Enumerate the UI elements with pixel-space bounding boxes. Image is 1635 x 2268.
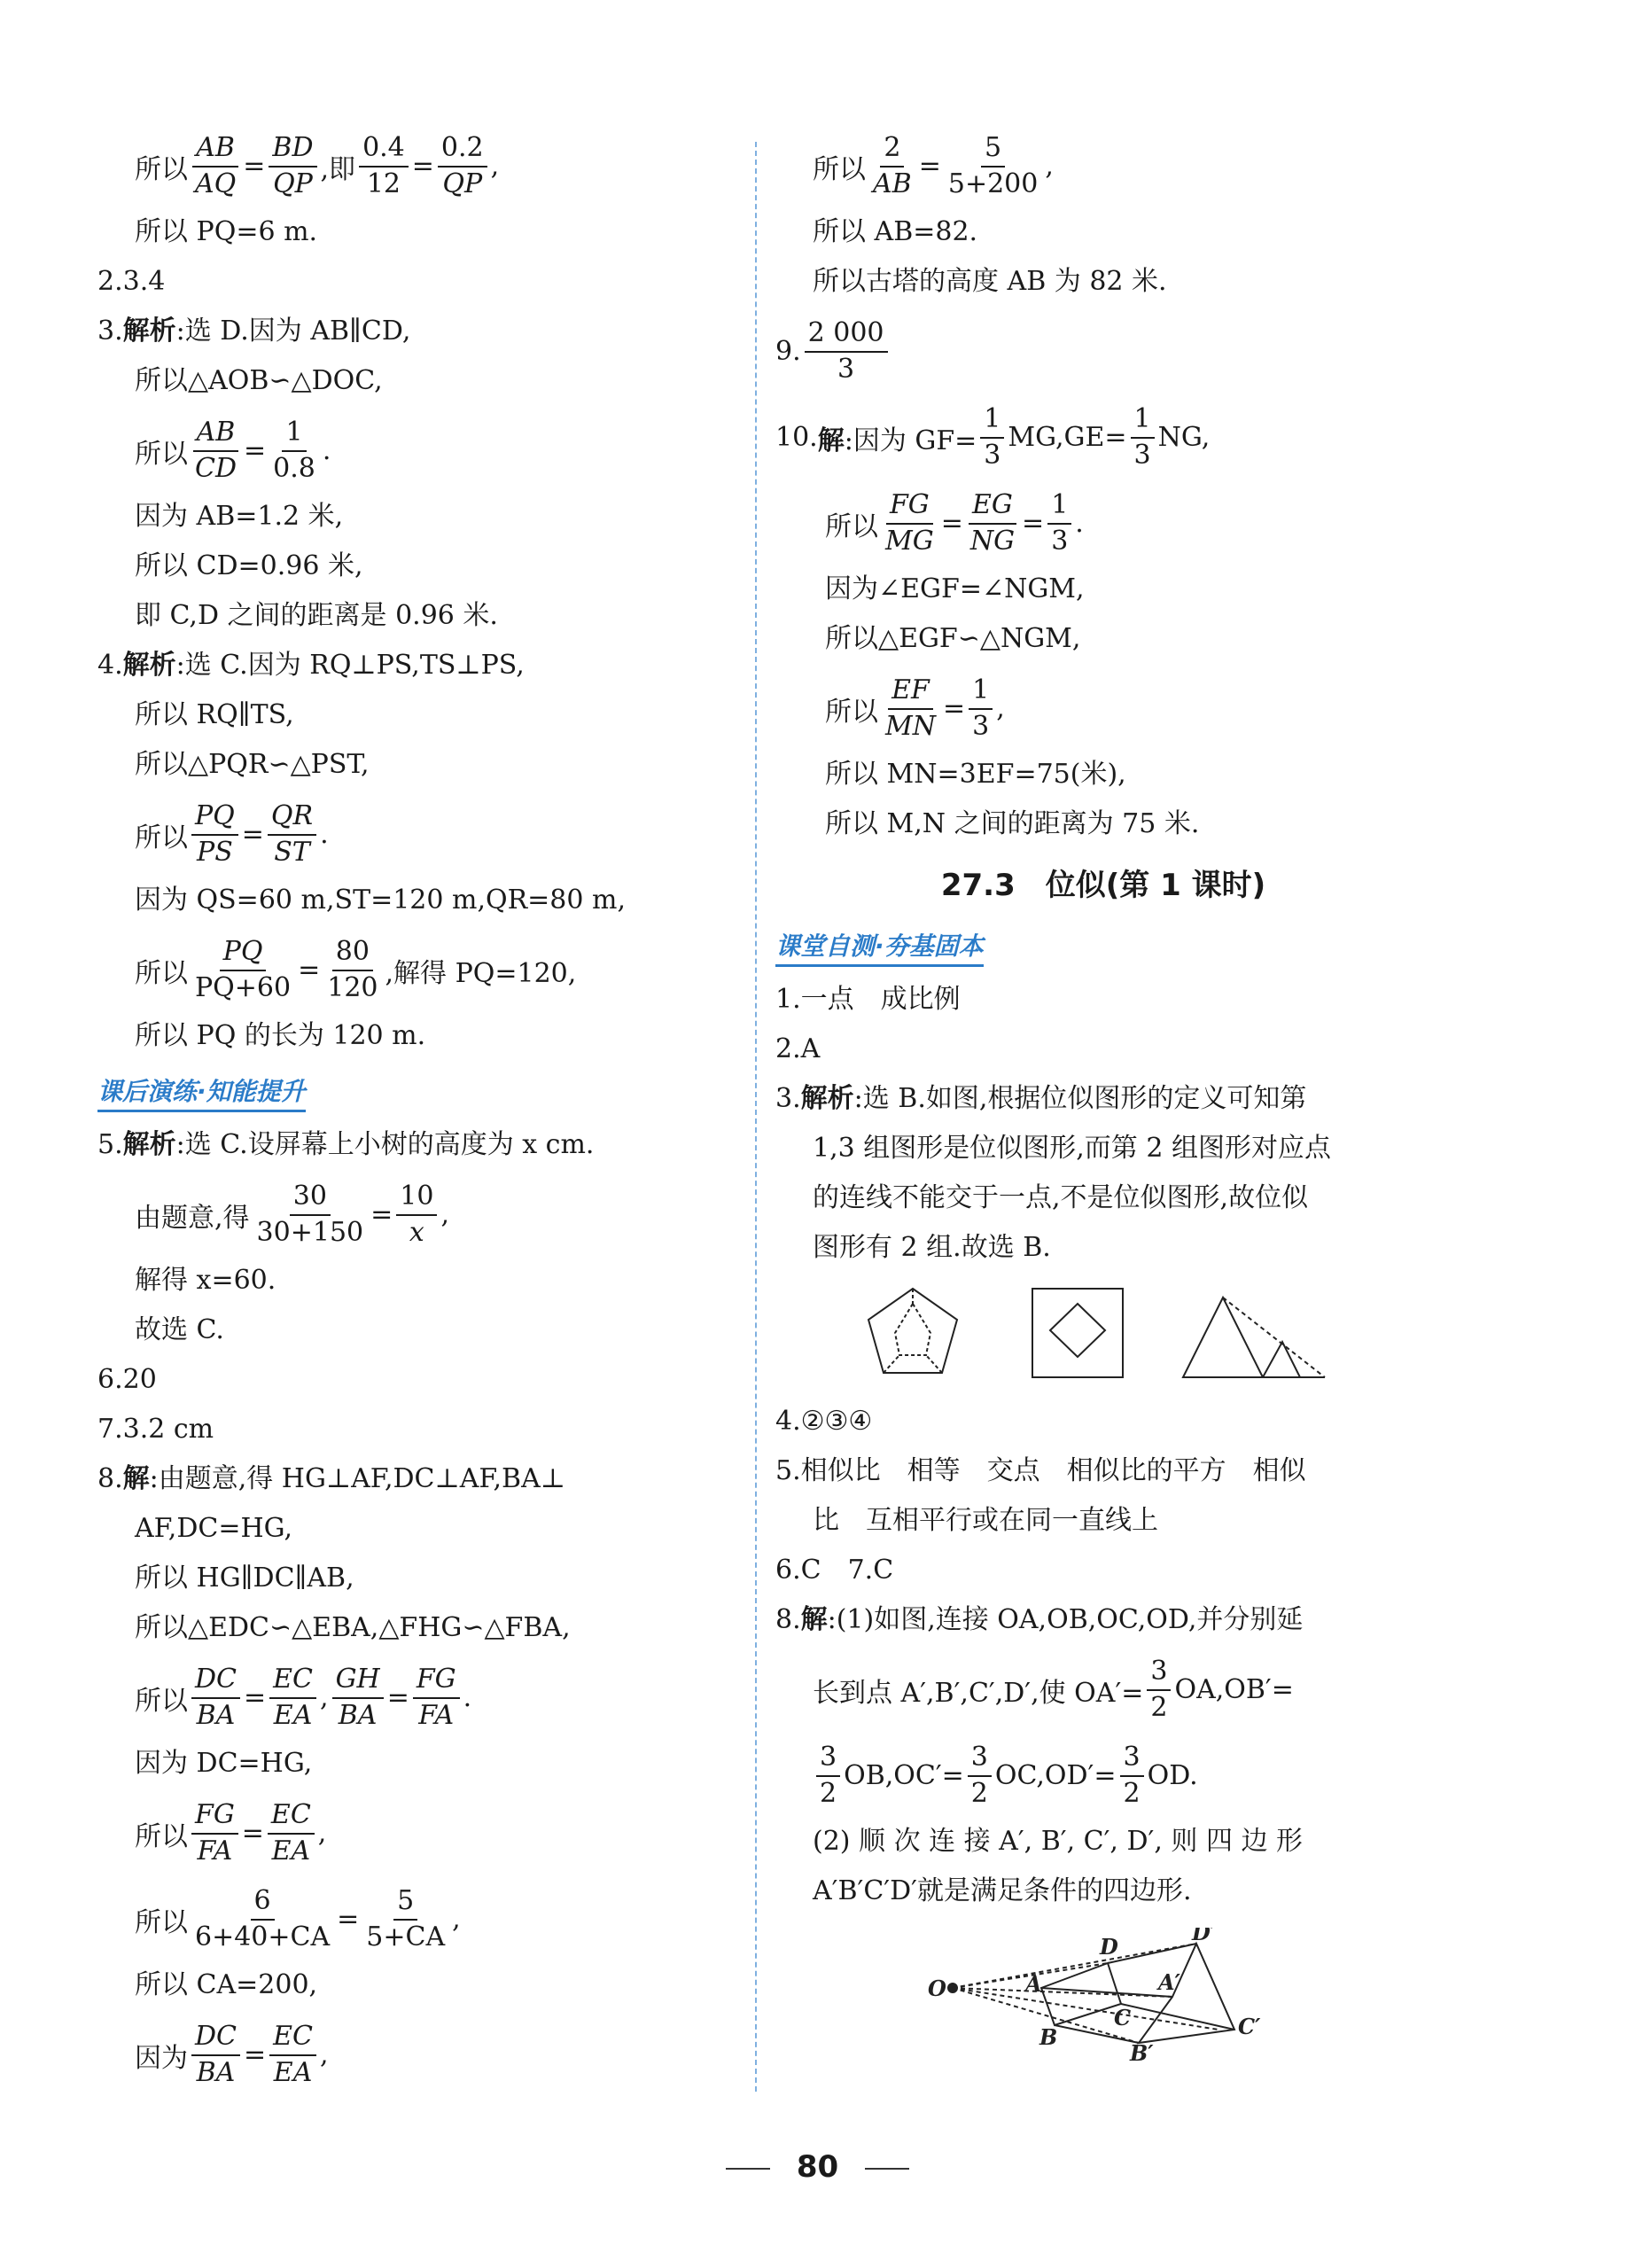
numerator: 0.4 bbox=[359, 133, 409, 168]
eq-line: 由题意,得 $\frac{30}{30+150}$ = $\frac{10}{x}$ , bbox=[135, 1181, 449, 1248]
text: = bbox=[243, 151, 266, 182]
fraction: $\frac{3}{2}$ bbox=[816, 1742, 840, 1809]
fraction: $\frac{EF}{MN}$ bbox=[885, 674, 936, 742]
text-line: A′B′C′D′就是满足条件的四边形. bbox=[813, 1875, 1192, 1906]
text-line: 的连线不能交于一点,不是位似图形,故位似 bbox=[813, 1182, 1309, 1213]
label-A: A bbox=[1025, 1971, 1042, 1997]
text-line: 因为∠EGF=∠NGM, bbox=[825, 573, 1085, 604]
fraction: $\frac{2 000}{3}$ bbox=[805, 318, 888, 385]
fraction: $\frac{PQ}{PS}$ bbox=[191, 801, 238, 868]
text-line: 因为 DC=HG, bbox=[135, 1748, 313, 1779]
eq-line: 所以 $\frac{PQ}{PS}$ = $\frac{QR}{ST}$ . bbox=[135, 800, 329, 868]
triangle-small bbox=[1263, 1342, 1300, 1377]
answer-line: 6.20 bbox=[97, 1364, 157, 1395]
denominator: QP bbox=[273, 168, 313, 199]
answer-line: 3.解析:选 D.因为 AB∥CD, bbox=[97, 316, 411, 347]
answer-line: 4.②③④ bbox=[775, 1406, 873, 1437]
text-line: 解得 x=60. bbox=[135, 1265, 276, 1296]
answer-line: 4.解析:选 C.因为 RQ⊥PS,TS⊥PS, bbox=[97, 650, 525, 681]
fraction: $\frac{EC}{EA}$ bbox=[268, 1800, 315, 1867]
answer-line: 8.解:由题意,得 HG⊥AF,DC⊥AF,BA⊥ bbox=[97, 1463, 565, 1494]
label-B-prime: B′ bbox=[1130, 2040, 1154, 2061]
text-line: 所以 CD=0.96 米, bbox=[135, 550, 363, 581]
text-line: 故选 C. bbox=[135, 1314, 224, 1345]
fraction: $\frac{1}{0.8}$ bbox=[273, 417, 315, 484]
square-inner bbox=[1050, 1304, 1105, 1357]
eq-line: 所以 $\frac{EF}{MN}$ = $\frac{1}{3}$ , bbox=[825, 674, 1005, 742]
label-jiexi: 解析 bbox=[122, 316, 176, 347]
label-D-prime: D′ bbox=[1192, 1928, 1217, 1945]
answer-line: 5.解析:选 C.设屏幕上小树的高度为 x cm. bbox=[97, 1129, 595, 1160]
eq-line: $\frac{3}{2}$ OB,OC′= $\frac{3}{2}$ OC,OD′= $\frac{3}{2}$ OD. bbox=[775, 1742, 1431, 1809]
eq-line: 所以 $\frac{AB}{CD}$ = $\frac{1}{0.8}$ . bbox=[135, 417, 331, 484]
text-line: 所以 PQ 的长为 120 m. bbox=[135, 1020, 426, 1051]
text-line: 所以 PQ=6 m. bbox=[135, 216, 318, 247]
text-line: 所以△EGF∽△NGM, bbox=[825, 623, 1081, 654]
text-line: 因为 QS=60 m,ST=120 m,QR=80 m, bbox=[135, 885, 627, 916]
pentagon-inner bbox=[895, 1304, 930, 1355]
text-line: 图形有 2 组.故选 B. bbox=[813, 1232, 1051, 1263]
label-jiexi: 解析 bbox=[122, 650, 176, 681]
eq-line: 所以 $\frac{FG}{MG}$ = $\frac{EG}{NG}$ = $\frac{1}{3}$ . bbox=[825, 489, 1084, 557]
answer-line: 6.C 7.C bbox=[775, 1555, 894, 1586]
section-banner: 课后演练·知能提升 bbox=[97, 1072, 306, 1112]
denominator: 12 bbox=[366, 168, 401, 199]
fraction: $\frac{AB}{CD}$ bbox=[191, 417, 240, 484]
section-title: 27.3 位似(第 1 课时) bbox=[940, 868, 1266, 903]
label-jie: 解 bbox=[122, 1463, 150, 1494]
text-line: 所以 CA=200, bbox=[135, 1969, 318, 2000]
label-jie: 解 bbox=[817, 425, 845, 456]
fraction: $\frac{GH}{BA}$ bbox=[332, 1664, 384, 1731]
answer-line: 7.3.2 cm bbox=[97, 1414, 214, 1445]
answer-line: 1.一点 成比例 bbox=[775, 984, 961, 1015]
fraction bbox=[438, 133, 487, 199]
eq-line: 所以 $\frac{DC}{BA}$ = $\frac{EC}{EA}$ , $\frac{GH}{BA}$ = $\frac{FG}{FA}$ . bbox=[135, 1664, 472, 1731]
eq-line: 所以 $\frac{FG}{FA}$ = $\frac{EC}{EA}$ , bbox=[135, 1799, 327, 1867]
text-line: AF,DC=HG, bbox=[135, 1513, 293, 1544]
answer-line: 3.解析:选 B.如图,根据位似图形的定义可知第 bbox=[775, 1083, 1307, 1114]
answer-line: 8.解:(1)如图,连接 OA,OB,OC,OD,并分别延 bbox=[775, 1604, 1304, 1635]
text-line: 所以△AOB∽△DOC, bbox=[135, 365, 383, 396]
eq-line: 长到点 A′,B′,C′,D′,使 OA′= $\frac{3}{2}$ OA,OB′= bbox=[813, 1656, 1294, 1723]
fraction: $\frac{2}{AB}$ bbox=[873, 132, 912, 199]
eq-line: 因为 $\frac{DC}{BA}$ = $\frac{EC}{EA}$ , bbox=[135, 2021, 329, 2088]
fraction: $\frac{QR}{ST}$ bbox=[268, 801, 316, 868]
square-outer bbox=[1032, 1289, 1123, 1377]
label-C-prime: C′ bbox=[1238, 2014, 1261, 2039]
eq-line: 所以 $\frac{6}{6+40+CA}$ = $\frac{5}{5+CA}$ , bbox=[135, 1885, 461, 1952]
fraction: $\frac{FG}{FA}$ bbox=[413, 1664, 460, 1731]
text-line: (2) 顺 次 连 接 A′, B′, C′, D′, 则 四 边 形 bbox=[813, 1826, 1304, 1857]
fraction: $\frac{1}{3}$ bbox=[1131, 404, 1155, 471]
page-number-text: 80 bbox=[796, 2149, 839, 2185]
text: , bbox=[490, 151, 500, 182]
fraction: $\frac{80}{120}$ bbox=[327, 936, 378, 1003]
text-line: 所以 HG∥DC∥AB, bbox=[135, 1563, 354, 1594]
fraction: $\frac{EG}{NG}$ bbox=[969, 489, 1016, 557]
text: ,即 bbox=[320, 153, 356, 185]
fraction: $\frac{EC}{EA}$ bbox=[269, 2022, 316, 2088]
page-number bbox=[0, 2149, 1635, 2185]
text-line: 所以△PQR∽△PST, bbox=[135, 749, 370, 780]
fraction: $\frac{3}{2}$ bbox=[968, 1742, 992, 1809]
label-D: D bbox=[1100, 1934, 1118, 1960]
text: 所以 bbox=[135, 153, 188, 185]
fraction: $\frac{5}{5+CA}$ bbox=[366, 1885, 446, 1952]
answer-line: 5.相似比 相等 交点 相似比的平方 相似 bbox=[775, 1455, 1306, 1486]
eq-line: 所以 $\frac{AB}{AQ}$ = $\frac{BD}{QP}$ ,即 $\frac{0.4}{12}$ = $\frac{0.2}{QP}$ , bbox=[135, 132, 500, 199]
label-jiexi: 解析 bbox=[122, 1129, 176, 1160]
denominator: AQ bbox=[195, 168, 237, 199]
quadrilateral-figure bbox=[926, 1928, 1369, 2061]
label-jiexi: 解析 bbox=[800, 1083, 854, 1114]
numerator: AB bbox=[192, 133, 238, 168]
numerator: BD bbox=[269, 133, 316, 168]
fraction bbox=[359, 133, 409, 199]
text-line: 所以 M,N 之间的距离为 75 米. bbox=[825, 808, 1200, 839]
eq-line: 9. $\frac{2 000}{3}$ bbox=[775, 318, 1431, 385]
eq-line: 所以 $\frac{PQ}{PQ+60}$ = $\frac{80}{120}$ ,解得 PQ=120, bbox=[135, 936, 577, 1003]
label-C: C bbox=[1114, 2005, 1132, 2030]
homothety-figures bbox=[864, 1284, 1431, 1382]
numerator: 0.2 bbox=[438, 133, 487, 168]
fraction: $\frac{10}{x}$ bbox=[396, 1181, 437, 1248]
fraction: $\frac{30}{30+150}$ bbox=[256, 1181, 364, 1248]
label-B: B bbox=[1039, 2024, 1058, 2050]
text-line: 比 互相平行或在同一直线上 bbox=[813, 1505, 1158, 1536]
eq-line: 所以 $\frac{2}{AB}$ = $\frac{5}{5+200}$ , bbox=[813, 132, 1054, 199]
label-A-prime: A′ bbox=[1158, 1969, 1180, 1995]
eq-line: 10. 解 :因为 GF= $\frac{1}{3}$ MG,GE= $\frac{1}{3}$ NG, bbox=[775, 403, 1211, 471]
answer-line: 2.3.4 bbox=[97, 266, 166, 297]
fraction: $\frac{3}{2}$ bbox=[1147, 1656, 1171, 1723]
fraction: $\frac{5}{5+200}$ bbox=[947, 132, 1039, 199]
triangle-large bbox=[1183, 1298, 1263, 1377]
fraction: $\frac{EC}{EA}$ bbox=[269, 1664, 316, 1731]
fraction: $\frac{1}{3}$ bbox=[969, 675, 993, 742]
fraction: $\frac{3}{2}$ bbox=[1120, 1742, 1144, 1809]
fraction: $\frac{6}{6+40+CA}$ bbox=[195, 1885, 331, 1952]
text-line: 所以古塔的高度 AB 为 82 米. bbox=[813, 266, 1167, 297]
fraction: $\frac{PQ}{PQ+60}$ bbox=[195, 936, 292, 1003]
text-line: 所以 AB=82. bbox=[813, 216, 978, 247]
left-column bbox=[97, 133, 740, 2108]
section-banner: 课堂自测·夯基固本 bbox=[775, 927, 984, 967]
fraction: $\frac{FG}{MG}$ bbox=[885, 489, 934, 557]
text-line: 所以 MN=3EF=75(米), bbox=[825, 759, 1126, 790]
fraction: $\frac{DC}{BA}$ bbox=[191, 1664, 240, 1731]
denominator: QP bbox=[442, 168, 483, 199]
fraction bbox=[269, 133, 316, 199]
fraction: $\frac{DC}{BA}$ bbox=[191, 2022, 240, 2088]
text-line: 1,3 组图形是位似图形,而第 2 组图形对应点 bbox=[813, 1133, 1331, 1164]
text-line: 所以 RQ∥TS, bbox=[135, 699, 294, 730]
fraction: $\frac{1}{3}$ bbox=[980, 404, 1004, 471]
fraction bbox=[191, 133, 239, 199]
fraction: $\frac{1}{3}$ bbox=[1047, 490, 1071, 557]
answer-line: 2.A bbox=[775, 1033, 821, 1064]
figure-shapes bbox=[864, 1284, 1369, 1382]
text-line: 所以△EDC∽△EBA,△FHG∽△FBA, bbox=[135, 1612, 571, 1643]
label-jie: 解 bbox=[800, 1604, 828, 1635]
fraction: $\frac{FG}{FA}$ bbox=[191, 1800, 238, 1867]
text-line: 即 C,D 之间的距离是 0.96 米. bbox=[135, 600, 498, 631]
label-O: O bbox=[928, 1976, 946, 2001]
column-divider bbox=[755, 142, 757, 2092]
text-line: 因为 AB=1.2 米, bbox=[135, 501, 344, 532]
right-column bbox=[775, 133, 1431, 2068]
